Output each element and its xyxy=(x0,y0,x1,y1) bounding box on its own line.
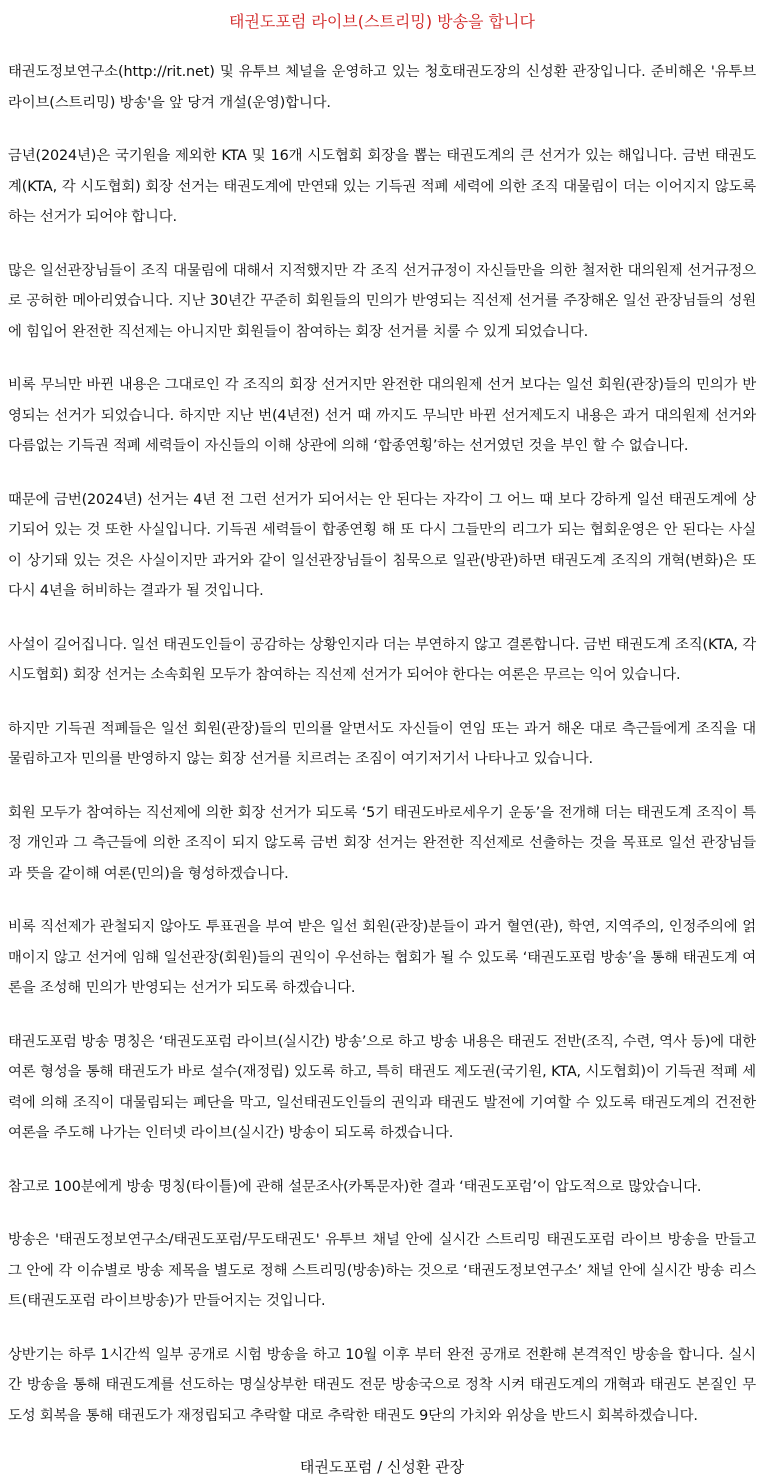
paragraph-7: 하지만 기득권 적폐들은 일선 회원(관장)들의 민의를 알면서도 자신들이 연임 또는 과거 해온 대로 측근들에게 조직을 대물림하고자 민의를 반영하지 않는 회장 선거를 치르려는 조짐이 여기저기서 나타나고 있습니다. xyxy=(8,720,756,767)
paragraph-3: 많은 일선관장님들이 조직 대물림에 대해서 지적했지만 각 조직 선거규정이 자신들만을 의한 철저한 대의원제 선거규정으로 공허한 메아리였습니다. 지난 30년간 꾸준히 회원들의 민의가 반영되는 직선제 선거를 주장해온 일선 관장님들의 성원에 힘입어 완전한 직선제는 아니지만 회원들이 참여하는 회장 선거를 치룰 수 있게 되었습니다. xyxy=(8,262,756,340)
paragraph-2: 금년(2024년)은 국기원을 제외한 KTA 및 16개 시도협회 회장을 뽑는 태권도계의 큰 선거가 있는 해입니다. 금번 태권도계(KTA, 각 시도협회) 회장 선거는 태권도계에 만연돼 있는 기득권 적폐 세력에 의한 조직 대물림이 더는 이어지지 않도록 하는 선거가 되어야 합니다. xyxy=(8,148,756,225)
paragraph-5: 때문에 금번(2024년) 선거는 4년 전 그런 선거가 되어서는 안 된다는 자각이 그 어느 때 보다 강하게 일선 태권도계에 상기되어 있는 것 또한 사실입니다. 기득권 세력들이 합종연횡 해 또 다시 그들만의 리그가 되는 협회운영은 안 된다는 사실이 상기돼 있는 것은 사실이지만 과거와 같이 일선관장님들이 침묵으로 일관(방관)하면 태권도계 조직의 개혁(변화)은 또 다시 4년을 허비하는 결과가 될 것입니다. xyxy=(8,491,756,599)
paragraph-10: 태권도포럼 방송 명칭은 ‘태권도포럼 라이브(실시간) 방송’으로 하고 방송 내용은 태권도 전반(조직, 수련, 역사 등)에 대한 여론 형성을 통해 태권도가 바로 설수(재정립) 있도록 하고, 특히 태권도 제도권(국기원, KTA, 시도협회)이 기득권 적폐 세력에 의해 조직이 대물림되는 폐단을 막고, 일선태권도인들의 권익과 태권도 발전에 기여할 수 있도록 태권도계의 건전한 여론을 주도해 나가는 인터넷 라이브(실시간) 방송이 되도록 하겠습니다. xyxy=(8,1033,756,1141)
paragraph-13: 상반기는 하루 1시간씩 일부 공개로 시험 방송을 하고 10월 이후 부터 완전 공개로 전환해 본격적인 방송을 합니다. 실시간 방송을 통해 태권도계를 선도하는 명실상부한 태권도 전문 방송국으로 정착 시켜 태권도계의 개혁과 태권도 본질인 무도성 회복을 통해 태권도가 재정립되고 추락할 대로 추락한 태권도 9단의 가치와 위상을 반드시 회복하겠습니다. xyxy=(8,1346,756,1424)
paragraph-4: 비록 무늬만 바뀐 내용은 그대로인 각 조직의 회장 선거지만 완전한 대의원제 선거 보다는 일선 회원(관장)들의 민의가 반영되는 선거가 되었습니다. 하지만 지난 번(4년전) 선거 때 까지도 무늬만 바뀐 선거제도지 내용은 과거 대의원제 선거와 다름없는 기득권 적폐 세력들이 자신들의 이해 상관에 의해 ‘합종연횡’하는 선거였던 것을 부인 할 수 없습니다. xyxy=(8,377,756,454)
paragraph-1: 태권도정보연구소(http://rit.net) 및 유투브 체널을 운영하고 있는 청호태권도장의 신성환 관장입니다. 준비해온 '유투브 라이브(스트리밍) 방송'을 앞 당겨 개설(운영)합니다. xyxy=(8,64,756,111)
paragraph-6: 사설이 길어집니다. 일선 태권도인들이 공감하는 상황인지라 더는 부연하지 않고 결론합니다. 금번 태권도계 조직(KTA, 각 시도협회) 회장 선거는 소속회원 모두가 참여하는 직선제 선거가 되어야 한다는 여론은 무르는 익어 있습니다. xyxy=(8,636,756,683)
paragraph-8: 회원 모두가 참여하는 직선제에 의한 회장 선거가 되도록 ‘5기 태권도바로세우기 운동’을 전개해 더는 태권도계 조직이 특정 개인과 그 측근들에 의한 조직이 되지 않도록 금번 회장 선거는 완전한 직선제로 선출하는 것을 목표로 일선 관장님들과 뜻을 같이해 여론(민의)을 형성하겠습니다. xyxy=(8,804,756,882)
paragraph-11: 참고로 100분에게 방송 명칭(타이틀)에 관해 설문조사(카톡문자)한 결과 ‘태권도포럼’이 압도적으로 많았습니다. xyxy=(8,1178,702,1195)
signature: 태권도포럼 / 신성환 관장 xyxy=(299,1458,465,1476)
paragraph-9: 비록 직선제가 관철되지 않아도 투표권을 부여 받은 일선 회원(관장)분들이 과거 혈연(관), 학연, 지역주의, 인정주의에 얽매이지 않고 선거에 임해 일선관장(회원)들의 권익이 우선하는 협회가 될 수 있도록 ‘태권도포럼 방송’을 통해 태권도계 여론을 조성해 민의가 반영되는 선거가 되도록 하겠습니다. xyxy=(8,919,756,996)
page-title: 태권도포럼 라이브(스트리밍) 방송을 합니다 xyxy=(229,12,535,31)
paragraph-12: 방송은 '태권도정보연구소/태권도포럼/무도태권도' 유투브 채널 안에 실시간 스트리밍 태권도포럼 라이브 방송을 만들고 그 안에 각 이슈별로 방송 제목을 별도로 정해 스트리밍(방송)하는 것으로 ‘태권도정보연구소’ 채널 안에 실시간 방송 리스트(태권도포럼 라이브방송)가 만들어지는 것입니다. xyxy=(8,1232,756,1309)
